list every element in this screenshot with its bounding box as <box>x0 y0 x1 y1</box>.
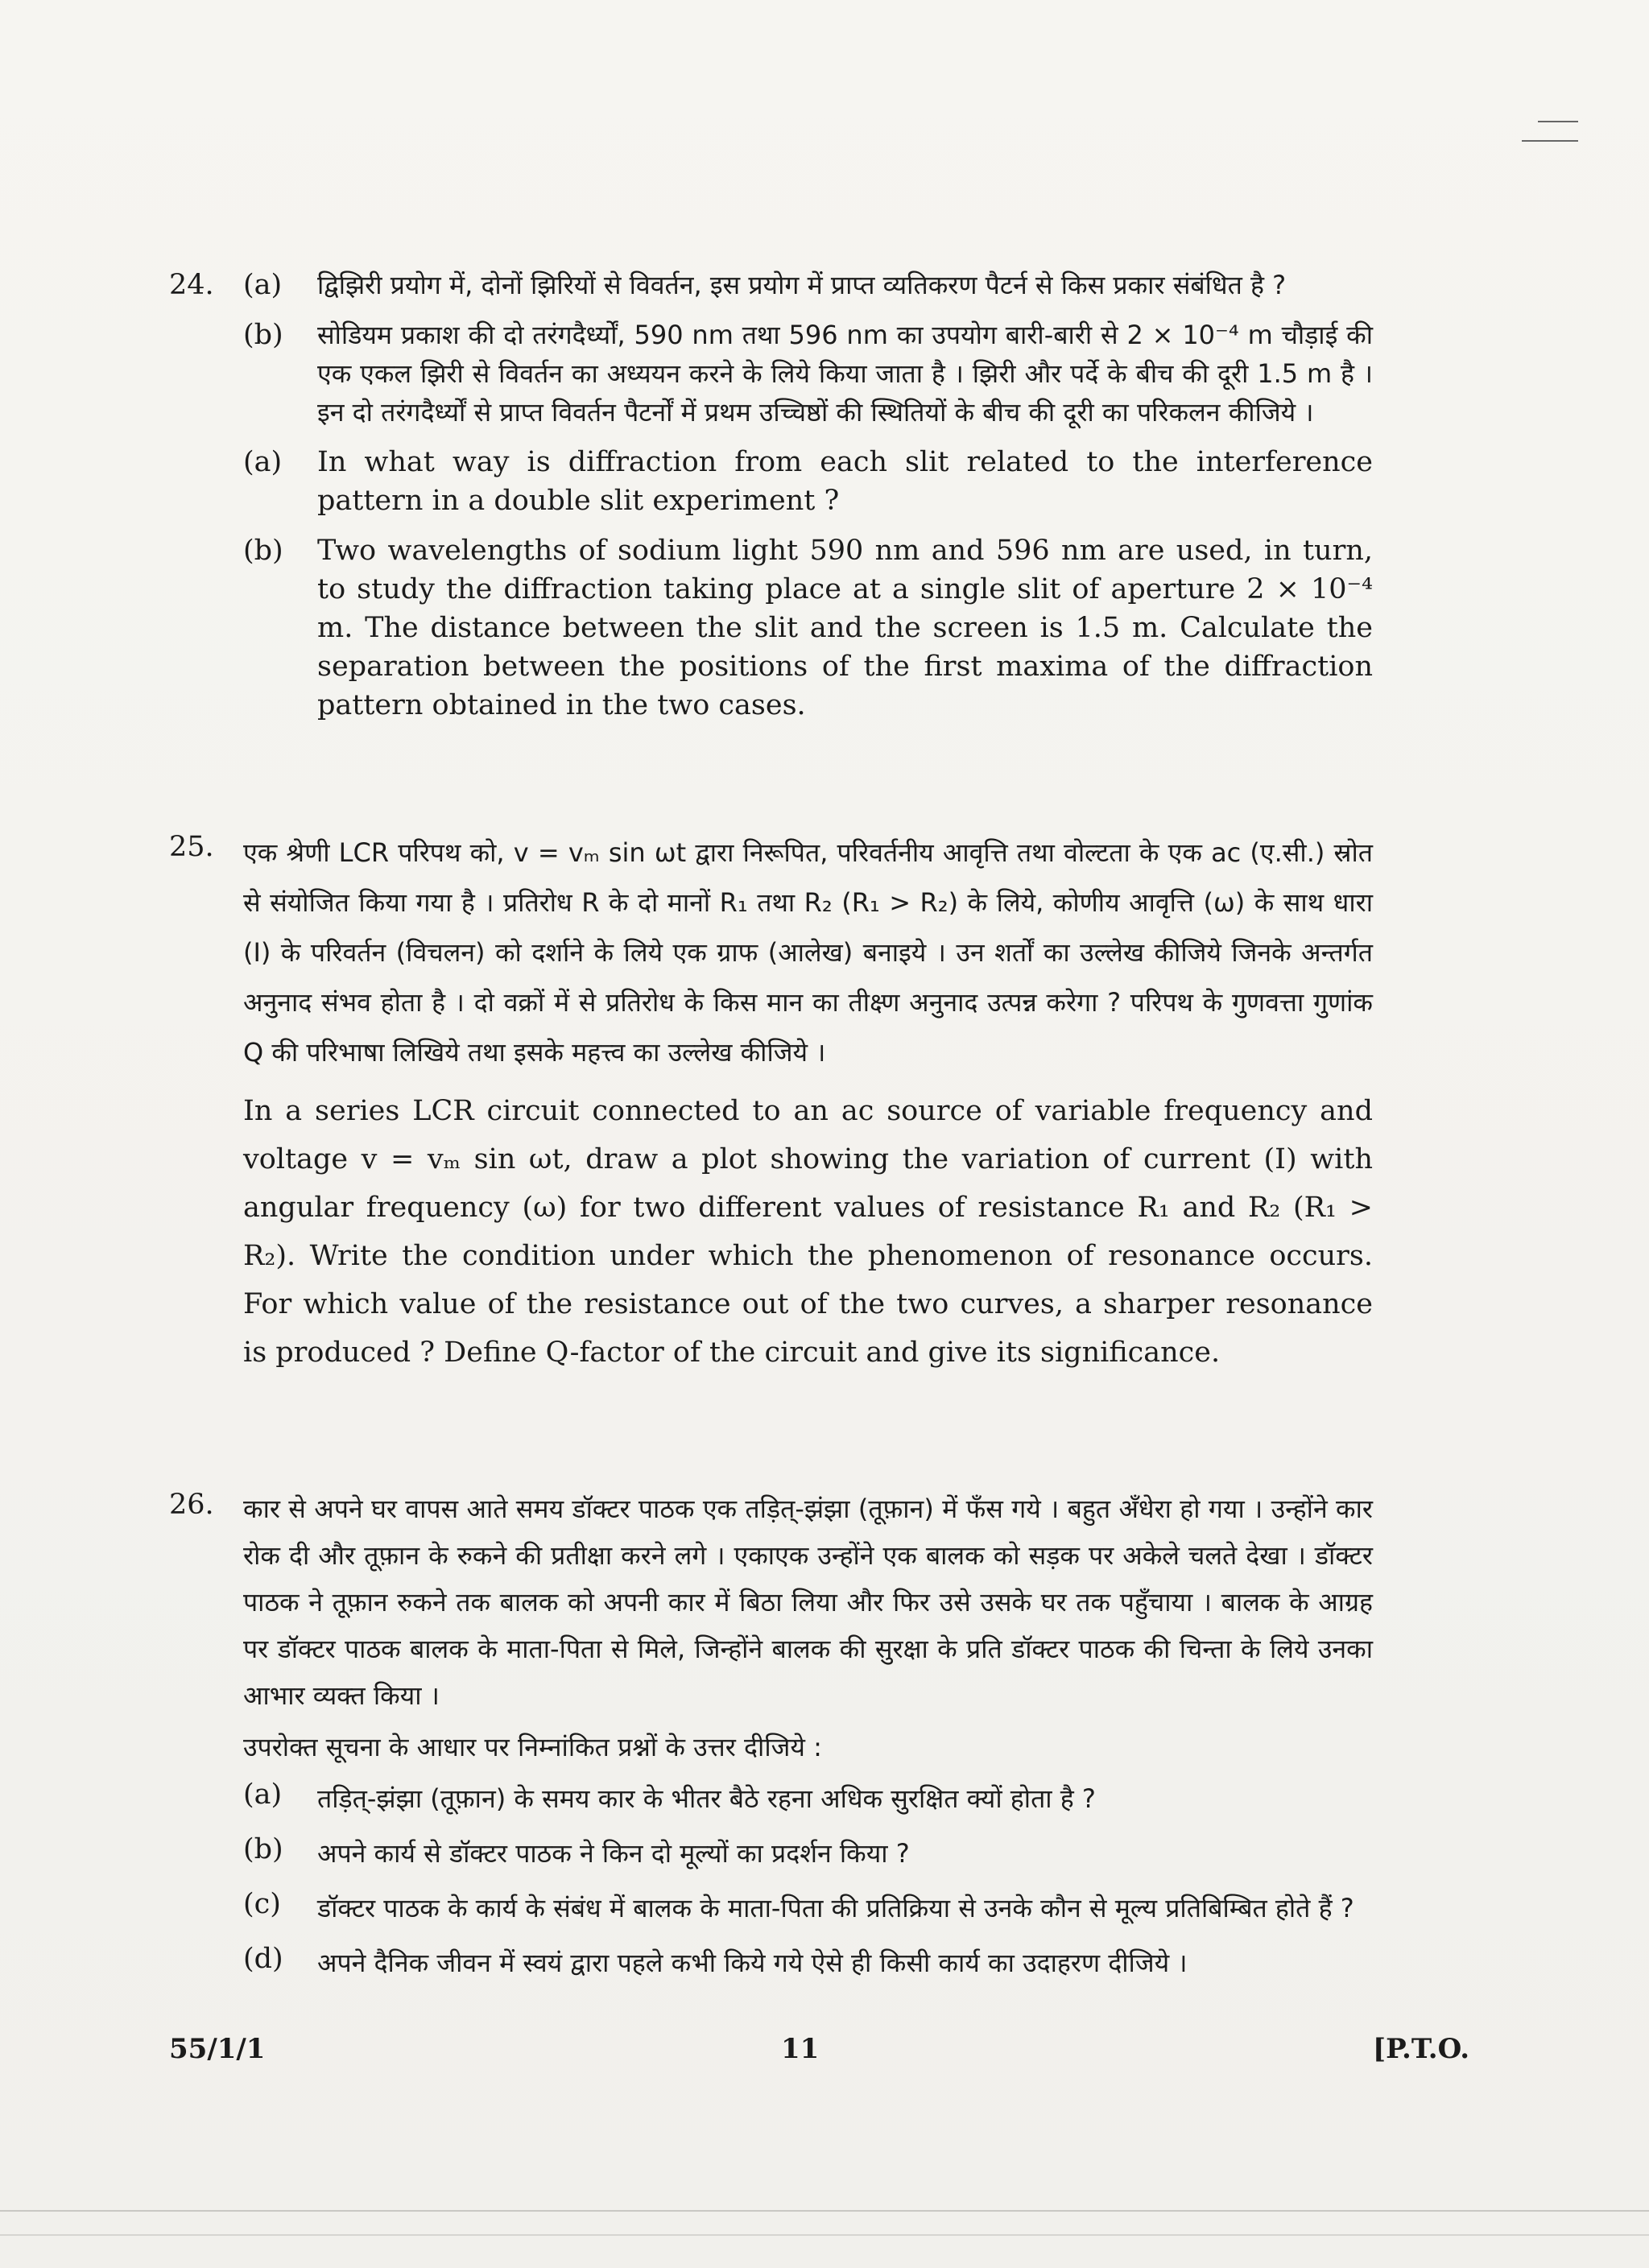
hindi-text: एक श्रेणी LCR परिपथ को, v = vₘ sin ωt द्वारा निरूपित, परिवर्तनीय आवृत्ति तथा वोल्टता के एक ac (ए.सी.) स्रोत से संयोजित किया गया है । प्रतिरोध R के दो मानों R₁ तथा R₂ (R₁ > R₂) के लिये, कोणीय आवृत्ति (ω) के साथ धारा (I) के परिवर्तन (विचलन) को दर्शाने के लिये एक ग्राफ (आलेख) बनाइये । उन शर्तों का उल्लेख कीजिये जिनके अन्तर्गत अनुनाद संभव होता है । दो वक्रों में से प्रतिरोध के किस मान का तीक्ष्ण अनुनाद उत्पन्न करेगा ? परिपथ के गुणवत्ता गुणांक Q की परिभाषा लिखिये तथा इसके महत्त्व का उल्लेख कीजिये । <box>243 837 1374 1068</box>
english-part-b: Two wavelengths of sodium light 590 nm and 596 nm are used, in turn, to study the diffraction taking place at a single slit of aperture 2 × 10⁻⁴ m. The distance between the slit and the screen is 1.5 m. Calculate the separation between the positions of the first maxima of the diffraction pattern obtained in the two cases. <box>317 535 1373 721</box>
question-number: 26. <box>169 1489 214 1521</box>
part-label: (b) <box>243 319 283 351</box>
sub-question: तड़ित्-झंझा (तूफ़ान) के समय कार के भीतर बैठे रहना अधिक सुरक्षित क्यों होता है ? <box>317 1783 1096 1814</box>
sub-question: डॉक्टर पाठक के कार्य के संबंध में बालक के माता-पिता की प्रतिक्रिया से उनके कौन से मूल्य प्रतिबिम्बित होते हैं ? <box>317 1893 1354 1923</box>
part-label: (a) <box>243 1778 283 1811</box>
part-label: (a) <box>243 446 283 478</box>
question-number: 25. <box>169 831 214 863</box>
page-edge-line <box>0 2234 1649 2236</box>
part-label: (d) <box>243 1943 283 1975</box>
hindi-part-a: द्विझिरी प्रयोग में, दोनों झिरियों से विवर्तन, इस प्रयोग में प्राप्त व्यतिकरण पैटर्न से किस प्रकार संबंधित है ? <box>317 270 1287 300</box>
part-label: (c) <box>243 1888 281 1920</box>
corner-mark <box>1522 121 1578 159</box>
english-part-a: In what way is diffraction from each slit related to the interference pattern in a double slit experiment ? <box>317 446 1373 517</box>
part-label: (a) <box>243 269 283 301</box>
paper-code: 55/1/1 <box>169 2033 266 2065</box>
hindi-part-b: सोडियम प्रकाश की दो तरंगदैर्ध्यों, 590 nm तथा 596 nm का उपयोग बारी-बारी से 2 × 10⁻⁴ m चौड़ाई की एक एकल झिरी से विवर्तन का अध्ययन करने के लिये किया जाता है । झिरी और पर्दे के बीच की दूरी 1.5 m है । इन दो तरंगदैर्ध्यों से प्राप्त विवर्तन पैटर्नों में प्रथम उच्चिष्ठों की स्थितियों के बीच की दूरी का परिकलन कीजिये । <box>317 320 1373 428</box>
question-26 <box>169 1485 1373 1986</box>
question-24 <box>169 266 1373 725</box>
question-25 <box>169 828 1373 1377</box>
instruction: उपरोक्त सूचना के आधार पर निम्नांकित प्रश्नों के उत्तर दीजिये : <box>243 1732 822 1762</box>
english-text: In a series LCR circuit connected to an ac source of variable frequency and voltage v = vₘ sin ωt, draw a plot showing the variation of current (I) with angular frequency (ω) for two different values of resistance R₁ and R₂ (R₁ > R₂). Write the condition under which the phenomenon of resonance occurs. For which value of the resistance out of the two curves, a sharper resonance is produced ? Define Q-factor of the circuit and give its significance. <box>243 1095 1373 1369</box>
sub-question: अपने कार्य से डॉक्टर पाठक ने किन दो मूल्यों का प्रदर्शन किया ? <box>317 1838 910 1869</box>
sub-question: अपने दैनिक जीवन में स्वयं द्वारा पहले कभी किये गये ऐसे ही किसी कार्य का उदाहरण दीजिये । <box>317 1948 1188 1978</box>
part-label: (b) <box>243 535 283 567</box>
pto-label: [P.T.O. <box>1373 2033 1470 2065</box>
page-number: 11 <box>781 2033 820 2065</box>
part-label: (b) <box>243 1833 283 1865</box>
passage: कार से अपने घर वापस आते समय डॉक्टर पाठक एक तड़ित्-झंझा (तूफ़ान) में फँस गये । बहुत अँधेरा हो गया । उन्होंने कार रोक दी और तूफ़ान के रुकने की प्रतीक्षा करने लगे । एकाएक उन्होंने एक बालक को सड़क पर अकेले चलते देखा । डॉक्टर पाठक ने तूफ़ान रुकने तक बालक को अपनी कार में बिठा लिया और फिर उसे उसके घर तक पहुँचाया । बालक के आग्रह पर डॉक्टर पाठक बालक के माता-पिता से मिले, जिन्होंने बालक की सुरक्षा के प्रति डॉक्टर पाठक की चिन्ता के लिये उनका आभार व्यक्त किया । <box>243 1493 1373 1711</box>
question-number: 24. <box>169 269 214 301</box>
page-edge-line <box>0 2210 1649 2212</box>
